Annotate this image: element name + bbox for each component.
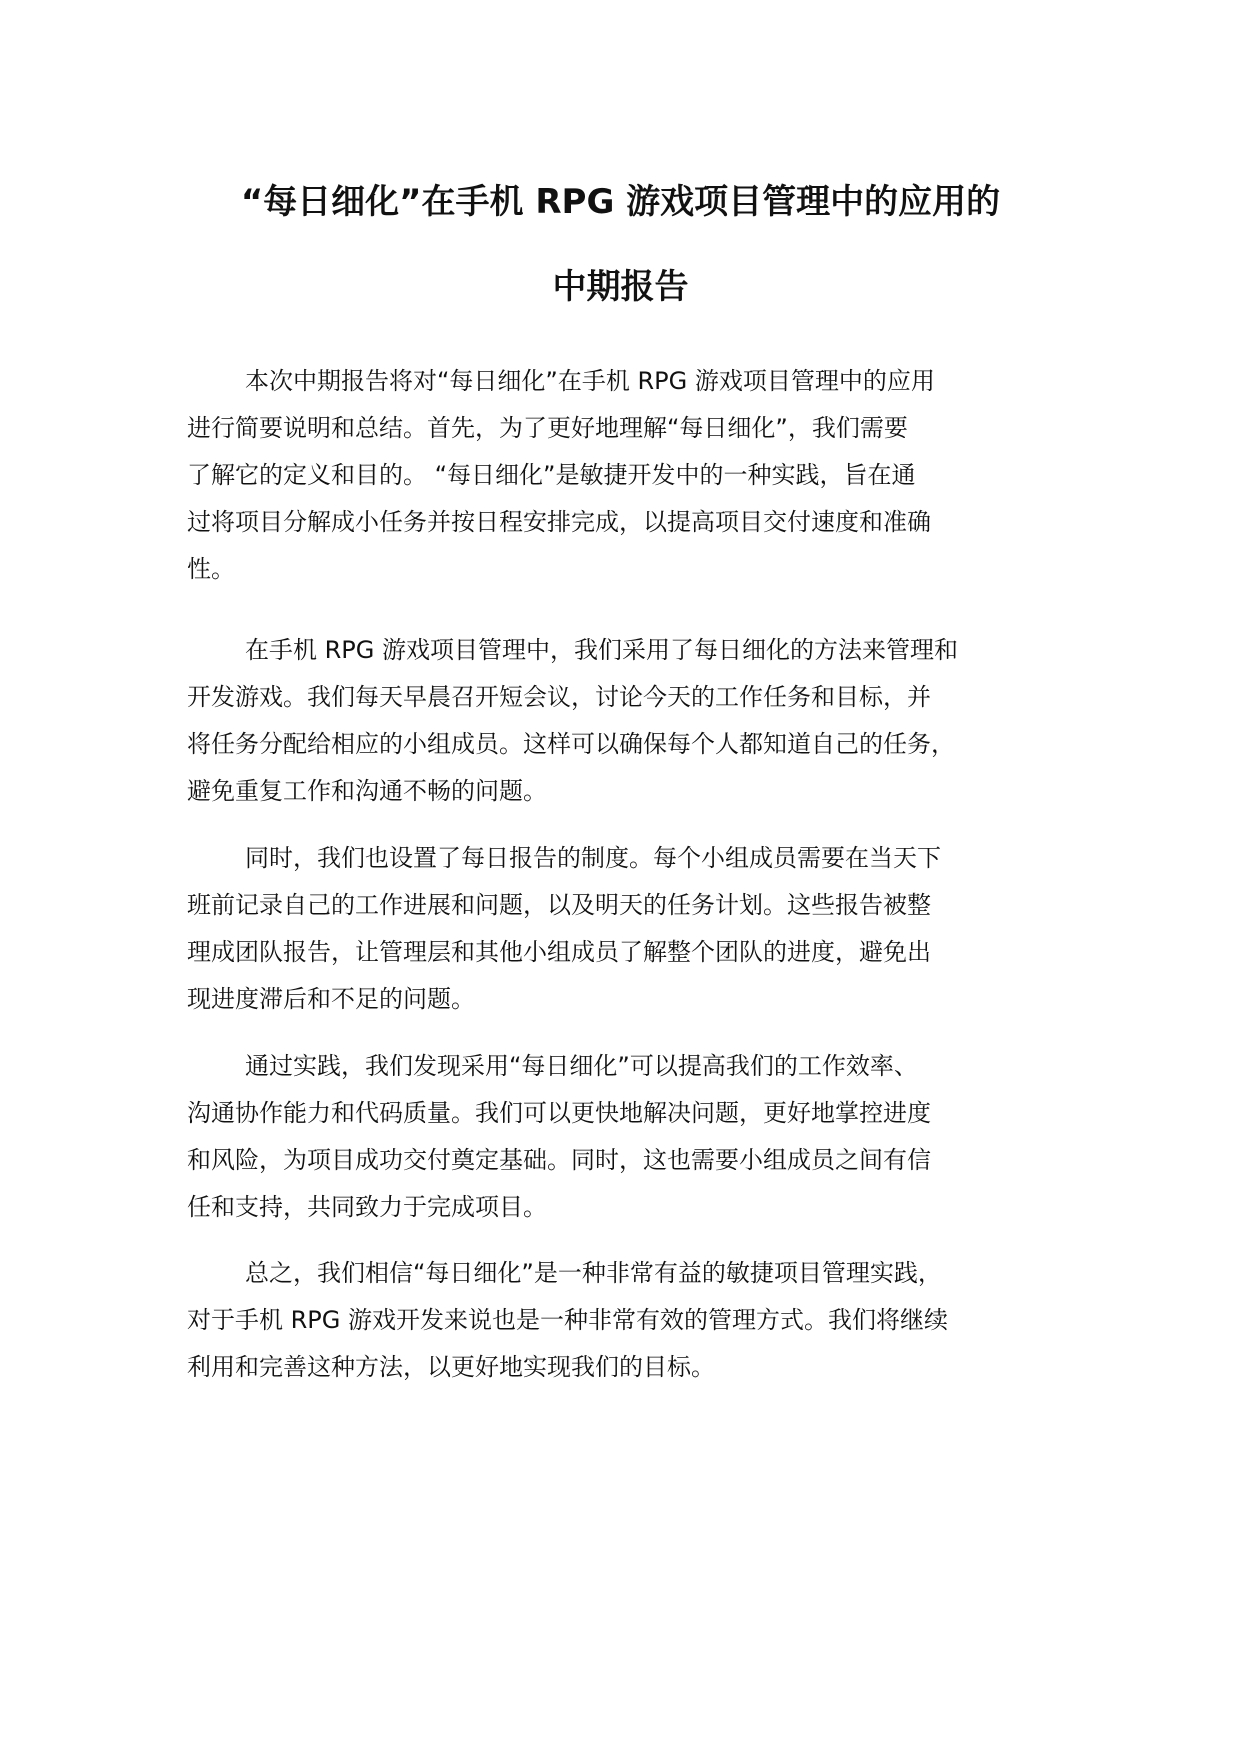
paragraph-line: 利用和完善这种方法，以更好地实现我们的目标。 xyxy=(187,1353,715,1381)
paragraph-line: 将任务分配给相应的小组成员。这样可以确保每个人都知道自己的任务， xyxy=(187,730,955,758)
page-title-line-2: 中期报告 xyxy=(552,267,689,307)
paragraph-line: 性。 xyxy=(187,555,235,583)
paragraph-line: 沟通协作能力和代码质量。我们可以更快地解决问题，更好地掌控进度 xyxy=(187,1099,931,1127)
paragraph-line: 开发游戏。我们每天早晨召开短会议，讨论今天的工作任务和目标，并 xyxy=(187,683,931,711)
paragraph-line: 本次中期报告将对“每日细化”在手机 RPG 游戏项目管理中的应用 xyxy=(245,367,935,395)
paragraph-line: 总之，我们相信“每日细化”是一种非常有益的敏捷项目管理实践， xyxy=(245,1259,942,1287)
paragraph-line: 班前记录自己的工作进展和问题，以及明天的任务计划。这些报告被整 xyxy=(187,891,931,919)
paragraph-line: 和风险，为项目成功交付奠定基础。同时，这也需要小组成员之间有信 xyxy=(187,1146,931,1174)
paragraph-line: 通过实践，我们发现采用“每日细化”可以提高我们的工作效率、 xyxy=(245,1052,918,1080)
paragraph-line: 在手机 RPG 游戏项目管理中，我们采用了每日细化的方法来管理和 xyxy=(245,636,959,664)
paragraph-line: 过将项目分解成小任务并按日程安排完成，以提高项目交付速度和准确 xyxy=(187,508,931,536)
paragraph-line: 理成团队报告，让管理层和其他小组成员了解整个团队的进度，避免出 xyxy=(187,938,931,966)
paragraph-line: 同时，我们也设置了每日报告的制度。每个小组成员需要在当天下 xyxy=(245,844,941,872)
paragraph-line: 避免重复工作和沟通不畅的问题。 xyxy=(187,777,547,805)
paragraph-line: 了解它的定义和目的。 “每日细化”是敏捷开发中的一种实践，旨在通 xyxy=(187,461,916,489)
paragraph-line: 现进度滞后和不足的问题。 xyxy=(187,985,475,1013)
page-title-line-1: “每日细化”在手机 RPG 游戏项目管理中的应用的 xyxy=(240,182,1001,222)
paragraph-line: 任和支持，共同致力于完成项目。 xyxy=(187,1193,547,1221)
paragraph-line: 进行简要说明和总结。首先，为了更好地理解“每日细化”，我们需要 xyxy=(187,414,908,442)
paragraph-line: 对于手机 RPG 游戏开发来说也是一种非常有效的管理方式。我们将继续 xyxy=(187,1306,949,1334)
